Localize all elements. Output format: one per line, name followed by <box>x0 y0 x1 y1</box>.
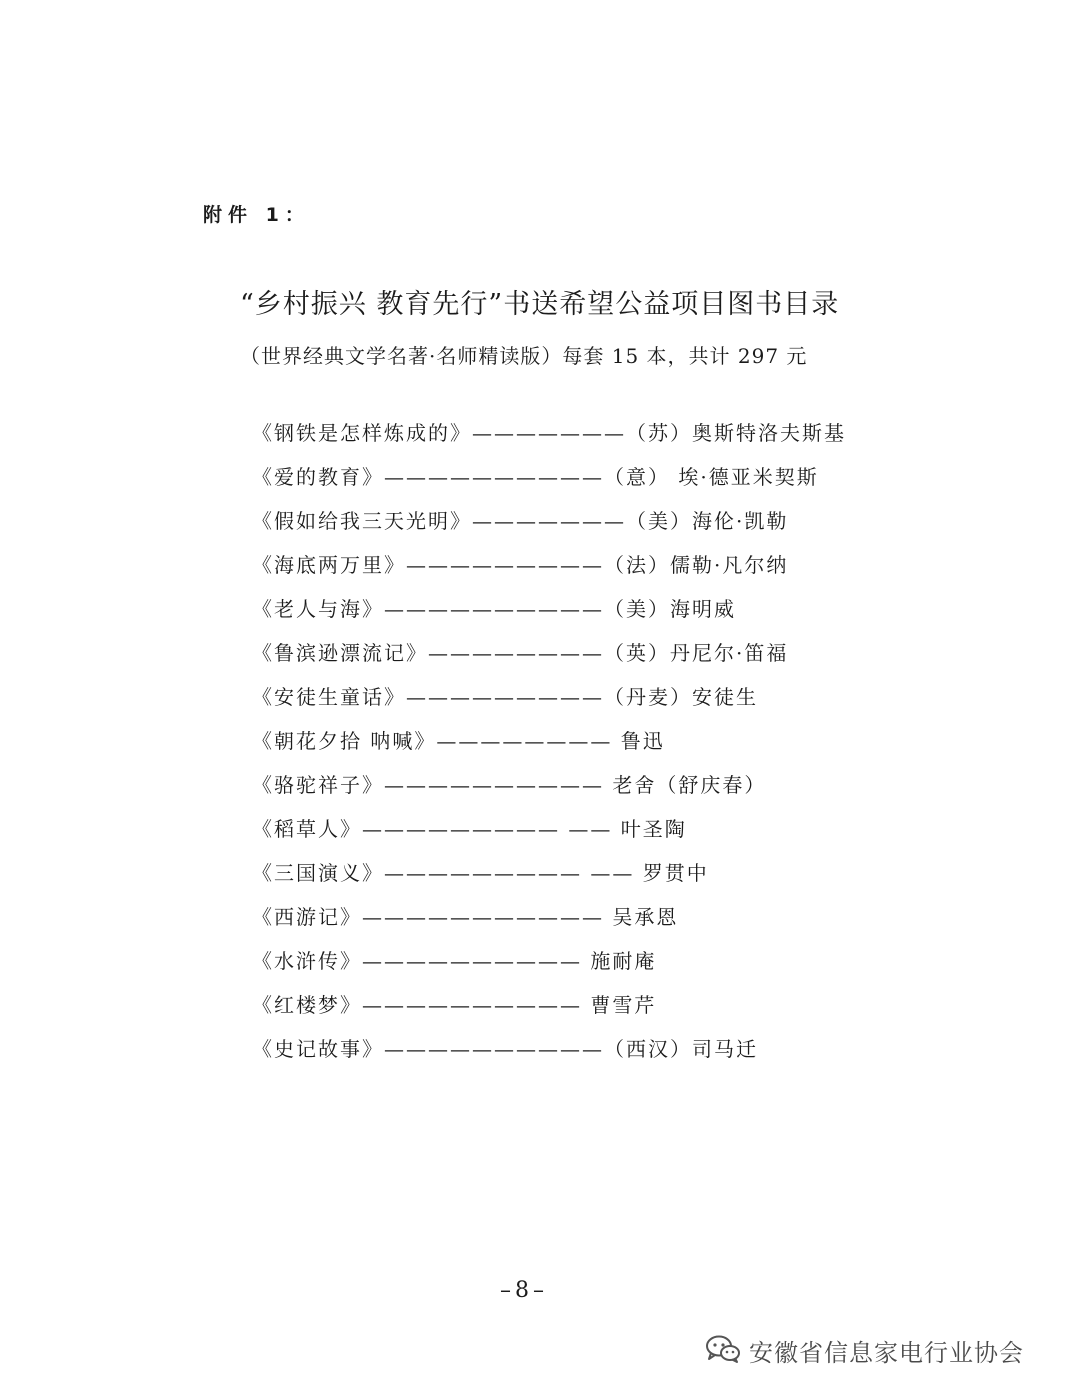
book-author: （西汉）司马迁 <box>604 1037 758 1061</box>
book-row <box>252 547 892 591</box>
book-author: 罗贯中 <box>634 861 709 885</box>
book-row <box>252 855 892 899</box>
watermark <box>705 1333 1024 1368</box>
book-dashes: —————————— <box>384 597 604 621</box>
book-title: 《鲁滨逊漂流记》 <box>252 641 428 665</box>
book-row <box>252 767 892 811</box>
book-row <box>252 811 892 855</box>
book-author: （美）海明威 <box>604 597 736 621</box>
book-author: （法）儒勒·凡尔纳 <box>604 553 789 577</box>
book-title: 《爱的教育》 <box>252 465 384 489</box>
book-author: （美）海伦·凯勒 <box>626 509 789 533</box>
book-row <box>252 723 892 767</box>
book-author: （丹麦）安徒生 <box>604 685 758 709</box>
book-row <box>252 679 892 723</box>
book-row <box>252 1031 892 1075</box>
book-dashes: —————————— <box>362 949 582 973</box>
book-dashes: —————————— <box>362 993 582 1017</box>
book-dashes: ————————— <box>406 553 604 577</box>
book-row <box>252 503 892 547</box>
book-title: 《三国演义》 <box>252 861 384 885</box>
book-title: 《红楼梦》 <box>252 993 362 1017</box>
book-title: 《水浒传》 <box>252 949 362 973</box>
book-dashes: ——————— <box>472 421 626 445</box>
book-dashes: —————————— <box>384 465 604 489</box>
book-row <box>252 459 892 503</box>
book-row <box>252 415 892 459</box>
book-author: 老舍（舒庆春） <box>604 773 767 797</box>
book-dashes: ————————— <box>406 685 604 709</box>
book-title: 《安徒生童话》 <box>252 685 406 709</box>
book-dashes: ——————— <box>472 509 626 533</box>
book-dashes: ———————— <box>436 729 613 753</box>
book-dashes: ————————— —— <box>362 817 613 841</box>
book-dashes: ———————— <box>428 641 604 665</box>
book-author: 施耐庵 <box>582 949 657 973</box>
book-author: 叶圣陶 <box>612 817 687 841</box>
book-author: 鲁迅 <box>612 729 665 753</box>
page-number: –8– <box>500 1278 548 1303</box>
book-row <box>252 987 892 1031</box>
book-title: 《稻草人》 <box>252 817 362 841</box>
book-row <box>252 635 892 679</box>
book-author: 吴承恩 <box>604 905 679 929</box>
book-author: 曹雪芹 <box>582 993 657 1017</box>
book-dashes: —————————— <box>384 1037 604 1061</box>
book-dashes: ————————— —— <box>384 861 635 885</box>
page-title: “乡村振兴 教育先行”书送希望公益项目图书目录 <box>240 289 840 320</box>
watermark-text: 安徽省信息家电行业协会 <box>749 1339 1024 1367</box>
page-subtitle: （世界经典文学名著·名师精读版）每套 15 本，共计 297 元 <box>240 344 808 368</box>
book-title: 《钢铁是怎样炼成的》 <box>252 421 472 445</box>
book-author: （意） 埃·德亚米契斯 <box>604 465 819 489</box>
book-row <box>252 943 892 987</box>
book-author: （英）丹尼尔·笛福 <box>604 641 789 665</box>
book-title: 《西游记》 <box>252 905 362 929</box>
attachment-label: 附件 1： <box>203 204 310 226</box>
wechat-icon <box>705 1334 741 1368</box>
book-title: 《老人与海》 <box>252 597 384 621</box>
book-title: 《海底两万里》 <box>252 553 406 577</box>
book-title: 《骆驼祥子》 <box>252 773 384 797</box>
book-author: （苏）奥斯特洛夫斯基 <box>626 421 846 445</box>
book-dashes: —————————— <box>384 773 604 797</box>
book-dashes: ——————————— <box>362 905 604 929</box>
book-title: 《朝花夕拾 呐喊》 <box>252 729 437 753</box>
book-list <box>252 415 892 1075</box>
book-title: 《假如给我三天光明》 <box>252 509 472 533</box>
book-row <box>252 899 892 943</box>
book-title: 《史记故事》 <box>252 1037 384 1061</box>
book-row <box>252 591 892 635</box>
